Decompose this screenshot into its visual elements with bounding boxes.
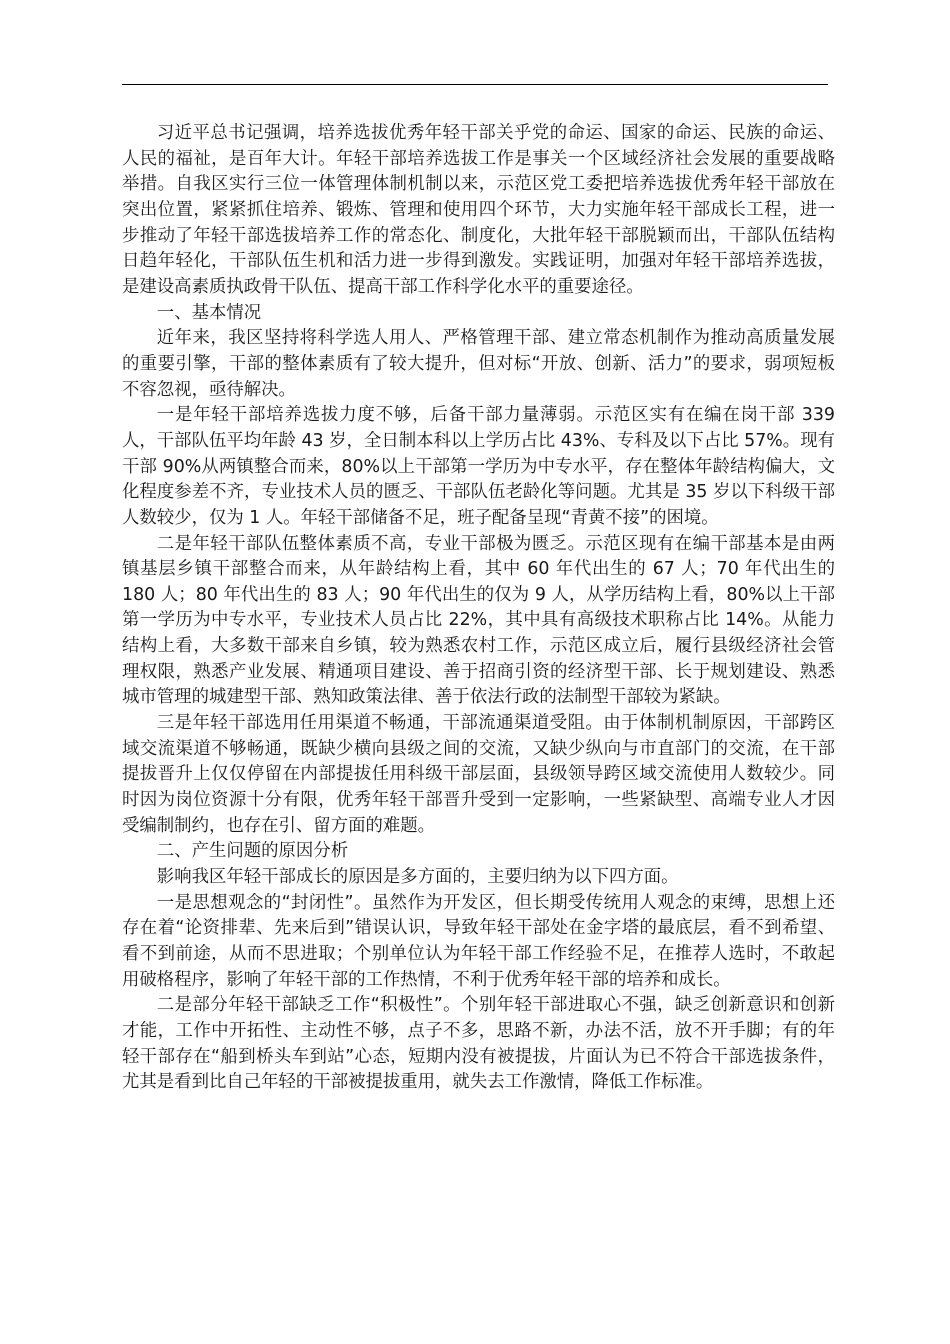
section-heading-basic-situation: 一、基本情况	[156, 302, 262, 323]
section-heading-cause-analysis: 二、产生问题的原因分析	[156, 841, 349, 862]
cause-intro-paragraph: 影响我区年轻干部成长的原因是多方面的，主要归纳为以下四方面。	[156, 867, 679, 888]
cause-one-paragraph: 一是思想观念的“封闭性”。虽然作为开发区，但长期受传统用人观念的束缚，思想上还存在着“论资排辈、先来后到”错误认识，导致年轻干部处在金字塔的最底层，看不到希望、看不到前途，从而不思进取；个别单位认为年轻干部工作经验不足，在推荐人选时，不敢起用破格程序，影响了年轻干部的工作热情，不利于优秀年轻干部的培养和成长。	[122, 892, 835, 990]
issue-one-paragraph: 一是年轻干部培养选拔力度不够，后备干部力量薄弱。示范区实有在编在岗干部 339 人，干部队伍平均年龄 43 岁，全日制本科以上学历占比 43%、专科及以下占比 57%。现有干部 90%从两镇整合而来，80%以上干部第一学历为中专水平，存在整体年龄结构偏大，文化程度参差不齐，专业技术人员的匮乏、干部队伍老龄化等问题。尤其是 35 岁以下科级干部人数较少，仅为 1 人。年轻干部储备不足，班子配备呈现“青黄不接”的困境。	[122, 405, 835, 528]
document-body	[122, 121, 835, 1096]
basic-situation-paragraph: 近年来，我区坚持将科学选人用人、严格管理干部、建立常态机制作为推动高质量发展的重要引擎，干部的整体素质有了较大提升，但对标“开放、创新、活力”的要求，弱项短板不容忽视，亟待解决。	[122, 328, 835, 400]
intro-paragraph: 习近平总书记强调，培养选拔优秀年轻干部关乎党的命运、国家的命运、民族的命运、人民的福祉，是百年大计。年轻干部培养选拔工作是事关一个区域经济社会发展的重要战略举措。自我区实行三位一体管理体制机制以来，示范区党工委把培养选拔优秀年轻干部放在突出位置，紧紧抓住培养、锻炼、管理和使用四个环节，大力实施年轻干部成长工程，进一步推动了年轻干部选拔培养工作的常态化、制度化，大批年轻干部脱颖而出，干部队伍结构日趋年轻化，干部队伍生机和活力进一步得到激发。实践证明，加强对年轻干部培养选拔，是建设高素质执政骨干队伍、提高干部工作科学化水平的重要途径。	[122, 123, 835, 297]
header-rule	[122, 84, 828, 85]
cause-two-paragraph: 二是部分年轻干部缺乏工作“积极性”。个别年轻干部进取心不强，缺乏创新意识和创新才能，工作中开拓性、主动性不够，点子不多，思路不新，办法不活，放不开手脚；有的年轻干部存在“船到桥头车到站”心态，短期内没有被提拔，片面认为已不符合干部选拔条件，尤其是看到比自己年轻的干部被提拔重用，就失去工作激情，降低工作标准。	[122, 995, 835, 1093]
issue-three-paragraph: 三是年轻干部选用任用渠道不畅通，干部流通渠道受阻。由于体制机制原因，干部跨区域交流渠道不够畅通，既缺少横向县级之间的交流，又缺少纵向与市直部门的交流，在干部提拔晋升上仅仅停留在内部提拔任用科级干部层面，县级领导跨区域交流使用人数较少。同时因为岗位资源十分有限，优秀年轻干部晋升受到一定影响，一些紧缺型、高端专业人才因受编制制约，也存在引、留方面的难题。	[122, 713, 835, 836]
issue-two-paragraph: 二是年轻干部队伍整体素质不高，专业干部极为匮乏。示范区现有在编干部基本是由两镇基层乡镇干部整合而来，从年龄结构上看，其中 60 年代出生的 67 人；70 年代出生的 180 人；80 年代出生的 83 人；90 年代出生的仅为 9 人，从学历结构上看，80%以上干部第一学历为中专水平，专业技术人员占比 22%，其中具有高级技术职称占比 14%。从能力结构上看，大多数干部来自乡镇，较为熟悉农村工作，示范区成立后，履行县级经济社会管理权限，熟悉产业发展、精通项目建设、善于招商引资的经济型干部、长于规划建设、熟悉城市管理的城建型干部、熟知政策法律、善于依法行政的法制型干部较为紧缺。	[122, 533, 835, 708]
